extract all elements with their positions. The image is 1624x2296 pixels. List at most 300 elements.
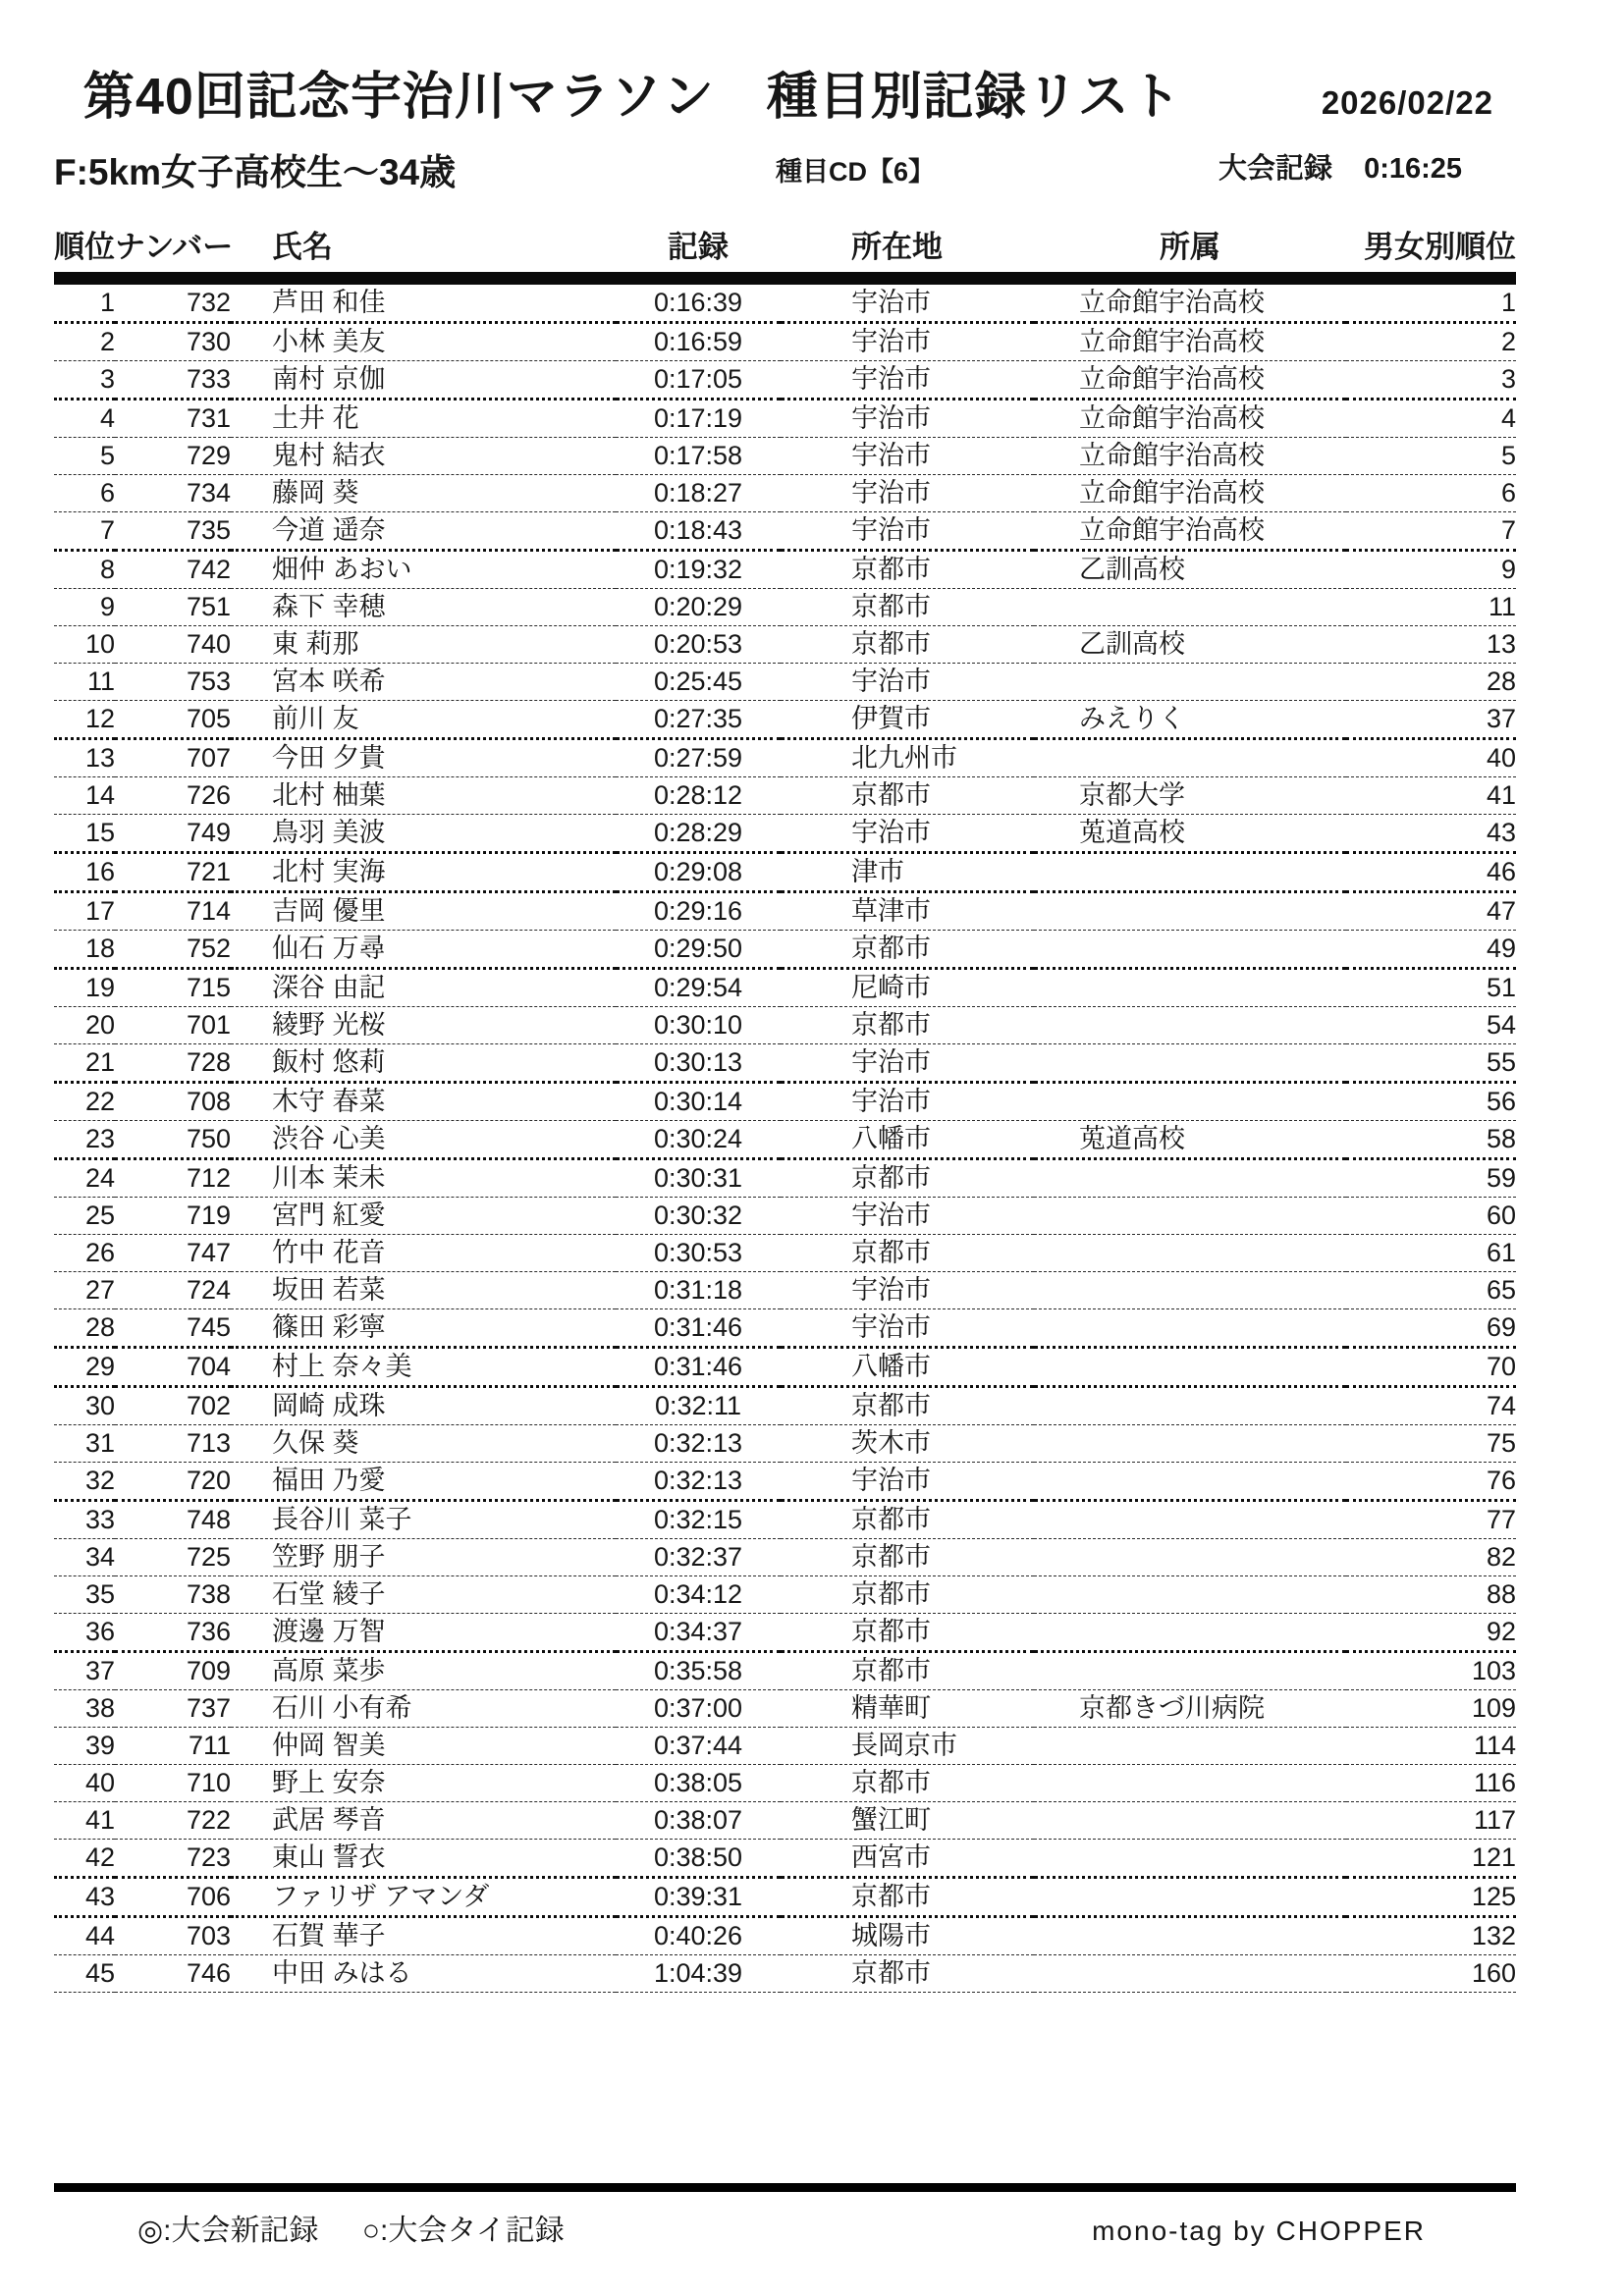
cell-name: 篠田 彩寧 [231,1309,616,1348]
table-row [54,626,1516,664]
cell-club: みえりく [1034,701,1346,739]
cell-rank: 20 [54,1007,115,1044]
cell-rank: 2 [54,323,115,361]
cell-club [1034,1198,1346,1235]
cell-time: 0:31:18 [616,1272,781,1309]
table-row [54,1235,1516,1272]
cell-number: 710 [115,1765,231,1802]
cell-club [1034,892,1346,931]
subtitle-row [54,142,1570,192]
cell-city: 京都市 [781,1539,1034,1576]
cell-name: 深谷 由記 [231,969,616,1007]
cell-name: 木守 春菜 [231,1083,616,1121]
meet-record-time: 0:16:25 [1364,153,1463,185]
cell-number: 737 [115,1690,231,1728]
cell-time: 0:16:39 [616,279,781,323]
table-row [54,1878,1516,1917]
cell-number: 720 [115,1463,231,1501]
cell-time: 0:31:46 [616,1348,781,1387]
table-row [54,777,1516,815]
cell-name: 土井 花 [231,400,616,438]
cell-club: 京都きづ川病院 [1034,1690,1346,1728]
cell-grank: 103 [1346,1652,1516,1690]
results-body [54,279,1516,1993]
table-row [54,664,1516,701]
cell-club [1034,1576,1346,1614]
cell-time: 0:38:07 [616,1802,781,1840]
cell-time: 0:35:58 [616,1652,781,1690]
cell-number: 746 [115,1955,231,1993]
table-row [54,892,1516,931]
cell-rank: 5 [54,438,115,475]
cell-city: 宇治市 [781,361,1034,400]
cell-city: 京都市 [781,1007,1034,1044]
cell-rank: 10 [54,626,115,664]
cell-number: 747 [115,1235,231,1272]
cell-rank: 21 [54,1044,115,1083]
cell-club [1034,589,1346,626]
cell-city: 草津市 [781,892,1034,931]
cell-city: 宇治市 [781,664,1034,701]
cell-city: 宇治市 [781,512,1034,551]
results-table-header [54,219,1516,279]
cell-club [1034,664,1346,701]
event-date: 2026/02/22 [1321,84,1493,121]
cell-grank: 117 [1346,1802,1516,1840]
cell-club [1034,1765,1346,1802]
cell-number: 719 [115,1198,231,1235]
table-row [54,1198,1516,1235]
cell-time: 0:20:29 [616,589,781,626]
page-title: 第40回記念宇治川マラソン 種目別記録リスト [83,69,1182,126]
cell-name: 石川 小有希 [231,1690,616,1728]
cell-city: 宇治市 [781,279,1034,323]
cell-number: 745 [115,1309,231,1348]
cell-name: 飯村 悠莉 [231,1044,616,1083]
cell-number: 722 [115,1802,231,1840]
cell-rank: 43 [54,1878,115,1917]
cell-club [1034,1955,1346,1993]
cell-name: 前川 友 [231,701,616,739]
cell-number: 707 [115,739,231,777]
cell-city: 京都市 [781,1576,1034,1614]
cell-grank: 70 [1346,1348,1516,1387]
table-row [54,1387,1516,1425]
cell-club [1034,1652,1346,1690]
cell-grank: 132 [1346,1917,1516,1955]
cell-club [1034,931,1346,969]
cell-city: 伊賀市 [781,701,1034,739]
cell-name: 竹中 花音 [231,1235,616,1272]
cell-grank: 3 [1346,361,1516,400]
cell-club [1034,1425,1346,1463]
document-footer [54,2183,1516,2249]
cell-name: 今道 遥奈 [231,512,616,551]
cell-rank: 41 [54,1802,115,1840]
cell-number: 750 [115,1121,231,1159]
col-header-name: 氏名 [231,219,616,279]
cell-grank: 28 [1346,664,1516,701]
cell-number: 736 [115,1614,231,1652]
cell-city: 宇治市 [781,438,1034,475]
table-row [54,279,1516,323]
cell-city: 京都市 [781,1159,1034,1198]
race-category: F:5km女子高校生～34歳 [54,152,457,192]
cell-grank: 121 [1346,1840,1516,1878]
document-header [54,55,1570,192]
cell-time: 0:32:37 [616,1539,781,1576]
table-row [54,1539,1516,1576]
cell-time: 0:30:53 [616,1235,781,1272]
cell-name: 石堂 綾子 [231,1576,616,1614]
cell-rank: 9 [54,589,115,626]
cell-city: 京都市 [781,931,1034,969]
table-row [54,1425,1516,1463]
cell-time: 0:27:59 [616,739,781,777]
event-code: 種目CD【6】 [776,157,936,187]
cell-city: 宇治市 [781,1083,1034,1121]
cell-time: 0:29:54 [616,969,781,1007]
cell-rank: 23 [54,1121,115,1159]
cell-number: 709 [115,1652,231,1690]
cell-city: 宇治市 [781,475,1034,512]
cell-number: 735 [115,512,231,551]
cell-name: 仙石 万尋 [231,931,616,969]
cell-number: 751 [115,589,231,626]
meet-record [1218,146,1462,187]
cell-club [1034,1007,1346,1044]
cell-city: 精華町 [781,1690,1034,1728]
cell-city: 八幡市 [781,1348,1034,1387]
table-row [54,475,1516,512]
table-row [54,1501,1516,1539]
cell-club [1034,1083,1346,1121]
cell-club [1034,1878,1346,1917]
cell-grank: 114 [1346,1728,1516,1765]
cell-time: 0:25:45 [616,664,781,701]
cell-time: 0:34:12 [616,1576,781,1614]
cell-city: 京都市 [781,1614,1034,1652]
record-legend [137,2206,565,2249]
table-row [54,438,1516,475]
cell-grank: 82 [1346,1539,1516,1576]
cell-city: 宇治市 [781,400,1034,438]
cell-time: 0:39:31 [616,1878,781,1917]
col-header-gender-rank: 男女別順位 [1346,219,1516,279]
cell-city: 城陽市 [781,1917,1034,1955]
cell-time: 0:38:50 [616,1840,781,1878]
cell-club: 立命館宇治高校 [1034,279,1346,323]
cell-time: 0:17:05 [616,361,781,400]
cell-grank: 13 [1346,626,1516,664]
cell-club [1034,1614,1346,1652]
table-row [54,1955,1516,1993]
cell-grank: 116 [1346,1765,1516,1802]
cell-city: 北九州市 [781,739,1034,777]
cell-name: 石賀 華子 [231,1917,616,1955]
cell-rank: 4 [54,400,115,438]
cell-number: 740 [115,626,231,664]
cell-club: 京都大学 [1034,777,1346,815]
table-row [54,400,1516,438]
cell-number: 724 [115,1272,231,1309]
cell-time: 0:17:58 [616,438,781,475]
cell-time: 1:04:39 [616,1955,781,1993]
cell-rank: 30 [54,1387,115,1425]
cell-club: 立命館宇治高校 [1034,400,1346,438]
cell-name: 畑仲 あおい [231,551,616,589]
cell-number: 729 [115,438,231,475]
cell-number: 728 [115,1044,231,1083]
cell-rank: 19 [54,969,115,1007]
cell-number: 733 [115,361,231,400]
cell-rank: 8 [54,551,115,589]
cell-grank: 160 [1346,1955,1516,1993]
cell-number: 734 [115,475,231,512]
col-header-club: 所属 [1034,219,1346,279]
cell-name: 長谷川 菜子 [231,1501,616,1539]
cell-grank: 11 [1346,589,1516,626]
cell-number: 742 [115,551,231,589]
title-row [54,55,1570,129]
cell-city: 尼崎市 [781,969,1034,1007]
cell-name: 南村 京伽 [231,361,616,400]
cell-name: 岡崎 成珠 [231,1387,616,1425]
cell-rank: 1 [54,279,115,323]
cell-grank: 69 [1346,1309,1516,1348]
cell-club [1034,739,1346,777]
cell-grank: 54 [1346,1007,1516,1044]
table-row [54,739,1516,777]
cell-club: 莵道高校 [1034,1121,1346,1159]
table-row [54,1728,1516,1765]
cell-number: 726 [115,777,231,815]
cell-time: 0:32:11 [616,1387,781,1425]
cell-city: 八幡市 [781,1121,1034,1159]
cell-time: 0:29:08 [616,853,781,892]
cell-rank: 6 [54,475,115,512]
table-row [54,1007,1516,1044]
table-row [54,969,1516,1007]
cell-grank: 58 [1346,1121,1516,1159]
cell-time: 0:29:50 [616,931,781,969]
cell-grank: 5 [1346,438,1516,475]
cell-rank: 14 [54,777,115,815]
cell-number: 708 [115,1083,231,1121]
cell-time: 0:30:31 [616,1159,781,1198]
cell-time: 0:34:37 [616,1614,781,1652]
cell-time: 0:30:14 [616,1083,781,1121]
table-row [54,815,1516,853]
table-row [54,323,1516,361]
cell-grank: 75 [1346,1425,1516,1463]
legend-new-record: ◎:大会新記録 [137,2215,319,2247]
table-row [54,701,1516,739]
cell-city: 京都市 [781,1387,1034,1425]
col-header-city: 所在地 [781,219,1034,279]
cell-name: 今田 夕貴 [231,739,616,777]
cell-number: 732 [115,279,231,323]
cell-number: 713 [115,1425,231,1463]
cell-rank: 29 [54,1348,115,1387]
cell-rank: 12 [54,701,115,739]
table-row [54,1765,1516,1802]
cell-club: 立命館宇治高校 [1034,323,1346,361]
table-row [54,1159,1516,1198]
cell-city: 宇治市 [781,815,1034,853]
table-row [54,931,1516,969]
cell-grank: 59 [1346,1159,1516,1198]
cell-name: 東 莉那 [231,626,616,664]
cell-number: 749 [115,815,231,853]
cell-club [1034,1044,1346,1083]
cell-grank: 109 [1346,1690,1516,1728]
cell-time: 0:27:35 [616,701,781,739]
cell-club [1034,1235,1346,1272]
cell-club [1034,1917,1346,1955]
cell-grank: 125 [1346,1878,1516,1917]
credit-text: mono-tag by CHOPPER [1092,2216,1426,2246]
cell-time: 0:29:16 [616,892,781,931]
cell-club [1034,1309,1346,1348]
cell-club [1034,969,1346,1007]
table-row [54,1576,1516,1614]
cell-grank: 65 [1346,1272,1516,1309]
cell-number: 702 [115,1387,231,1425]
cell-city: 蟹江町 [781,1802,1034,1840]
cell-rank: 40 [54,1765,115,1802]
cell-time: 0:18:27 [616,475,781,512]
cell-time: 0:20:53 [616,626,781,664]
cell-number: 704 [115,1348,231,1387]
cell-city: 宇治市 [781,323,1034,361]
legend-tie-record: ○:大会タイ記録 [361,2215,565,2247]
cell-city: 京都市 [781,777,1034,815]
cell-rank: 24 [54,1159,115,1198]
cell-rank: 45 [54,1955,115,1993]
cell-club: 立命館宇治高校 [1034,475,1346,512]
cell-time: 0:17:19 [616,400,781,438]
cell-city: 宇治市 [781,1272,1034,1309]
cell-club [1034,1728,1346,1765]
cell-rank: 27 [54,1272,115,1309]
cell-time: 0:30:32 [616,1198,781,1235]
cell-name: 鳥羽 美波 [231,815,616,853]
cell-club: 乙訓高校 [1034,626,1346,664]
cell-grank: 60 [1346,1198,1516,1235]
cell-club [1034,1840,1346,1878]
table-row [54,1083,1516,1121]
cell-rank: 16 [54,853,115,892]
cell-number: 725 [115,1539,231,1576]
cell-club [1034,1501,1346,1539]
cell-name: ファリザ アマンダ [231,1878,616,1917]
cell-grank: 47 [1346,892,1516,931]
cell-city: 京都市 [781,1235,1034,1272]
cell-rank: 28 [54,1309,115,1348]
cell-city: 宇治市 [781,1309,1034,1348]
cell-club [1034,853,1346,892]
table-row [54,853,1516,892]
cell-rank: 44 [54,1917,115,1955]
cell-time: 0:30:13 [616,1044,781,1083]
cell-city: 京都市 [781,551,1034,589]
cell-name: 渋谷 心美 [231,1121,616,1159]
cell-city: 京都市 [781,589,1034,626]
cell-grank: 46 [1346,853,1516,892]
cell-time: 0:28:29 [616,815,781,853]
cell-city: 京都市 [781,1501,1034,1539]
cell-time: 0:32:13 [616,1425,781,1463]
cell-rank: 3 [54,361,115,400]
table-row [54,1272,1516,1309]
cell-time: 0:30:24 [616,1121,781,1159]
cell-time: 0:32:15 [616,1501,781,1539]
cell-number: 748 [115,1501,231,1539]
cell-grank: 37 [1346,701,1516,739]
cell-grank: 76 [1346,1463,1516,1501]
cell-name: 芦田 和佳 [231,279,616,323]
cell-grank: 55 [1346,1044,1516,1083]
table-row [54,1614,1516,1652]
cell-number: 723 [115,1840,231,1878]
cell-city: 京都市 [781,1878,1034,1917]
cell-club: 立命館宇治高校 [1034,512,1346,551]
cell-city: 茨木市 [781,1425,1034,1463]
table-row [54,512,1516,551]
table-row [54,1690,1516,1728]
cell-name: 吉岡 優里 [231,892,616,931]
cell-number: 730 [115,323,231,361]
cell-number: 714 [115,892,231,931]
cell-city: 宇治市 [781,1463,1034,1501]
cell-number: 752 [115,931,231,969]
cell-name: 宮門 紅愛 [231,1198,616,1235]
cell-grank: 4 [1346,400,1516,438]
col-header-rank: 順位 [54,219,115,279]
cell-city: 京都市 [781,626,1034,664]
cell-grank: 61 [1346,1235,1516,1272]
table-row [54,1652,1516,1690]
cell-rank: 38 [54,1690,115,1728]
cell-city: 津市 [781,853,1034,892]
cell-grank: 7 [1346,512,1516,551]
cell-number: 701 [115,1007,231,1044]
cell-rank: 11 [54,664,115,701]
cell-club [1034,1539,1346,1576]
cell-club [1034,1272,1346,1309]
cell-time: 0:37:44 [616,1728,781,1765]
cell-time: 0:32:13 [616,1463,781,1501]
cell-number: 738 [115,1576,231,1614]
header-row [54,219,1516,279]
table-row [54,1917,1516,1955]
cell-name: 東山 誓衣 [231,1840,616,1878]
cell-number: 712 [115,1159,231,1198]
cell-name: 小林 美友 [231,323,616,361]
cell-name: 北村 柚葉 [231,777,616,815]
cell-name: 村上 奈々美 [231,1348,616,1387]
table-row [54,551,1516,589]
cell-grank: 41 [1346,777,1516,815]
cell-name: 仲岡 智美 [231,1728,616,1765]
cell-rank: 39 [54,1728,115,1765]
table-row [54,589,1516,626]
cell-rank: 26 [54,1235,115,1272]
cell-grank: 43 [1346,815,1516,853]
cell-name: 宮本 咲希 [231,664,616,701]
cell-name: 野上 安奈 [231,1765,616,1802]
